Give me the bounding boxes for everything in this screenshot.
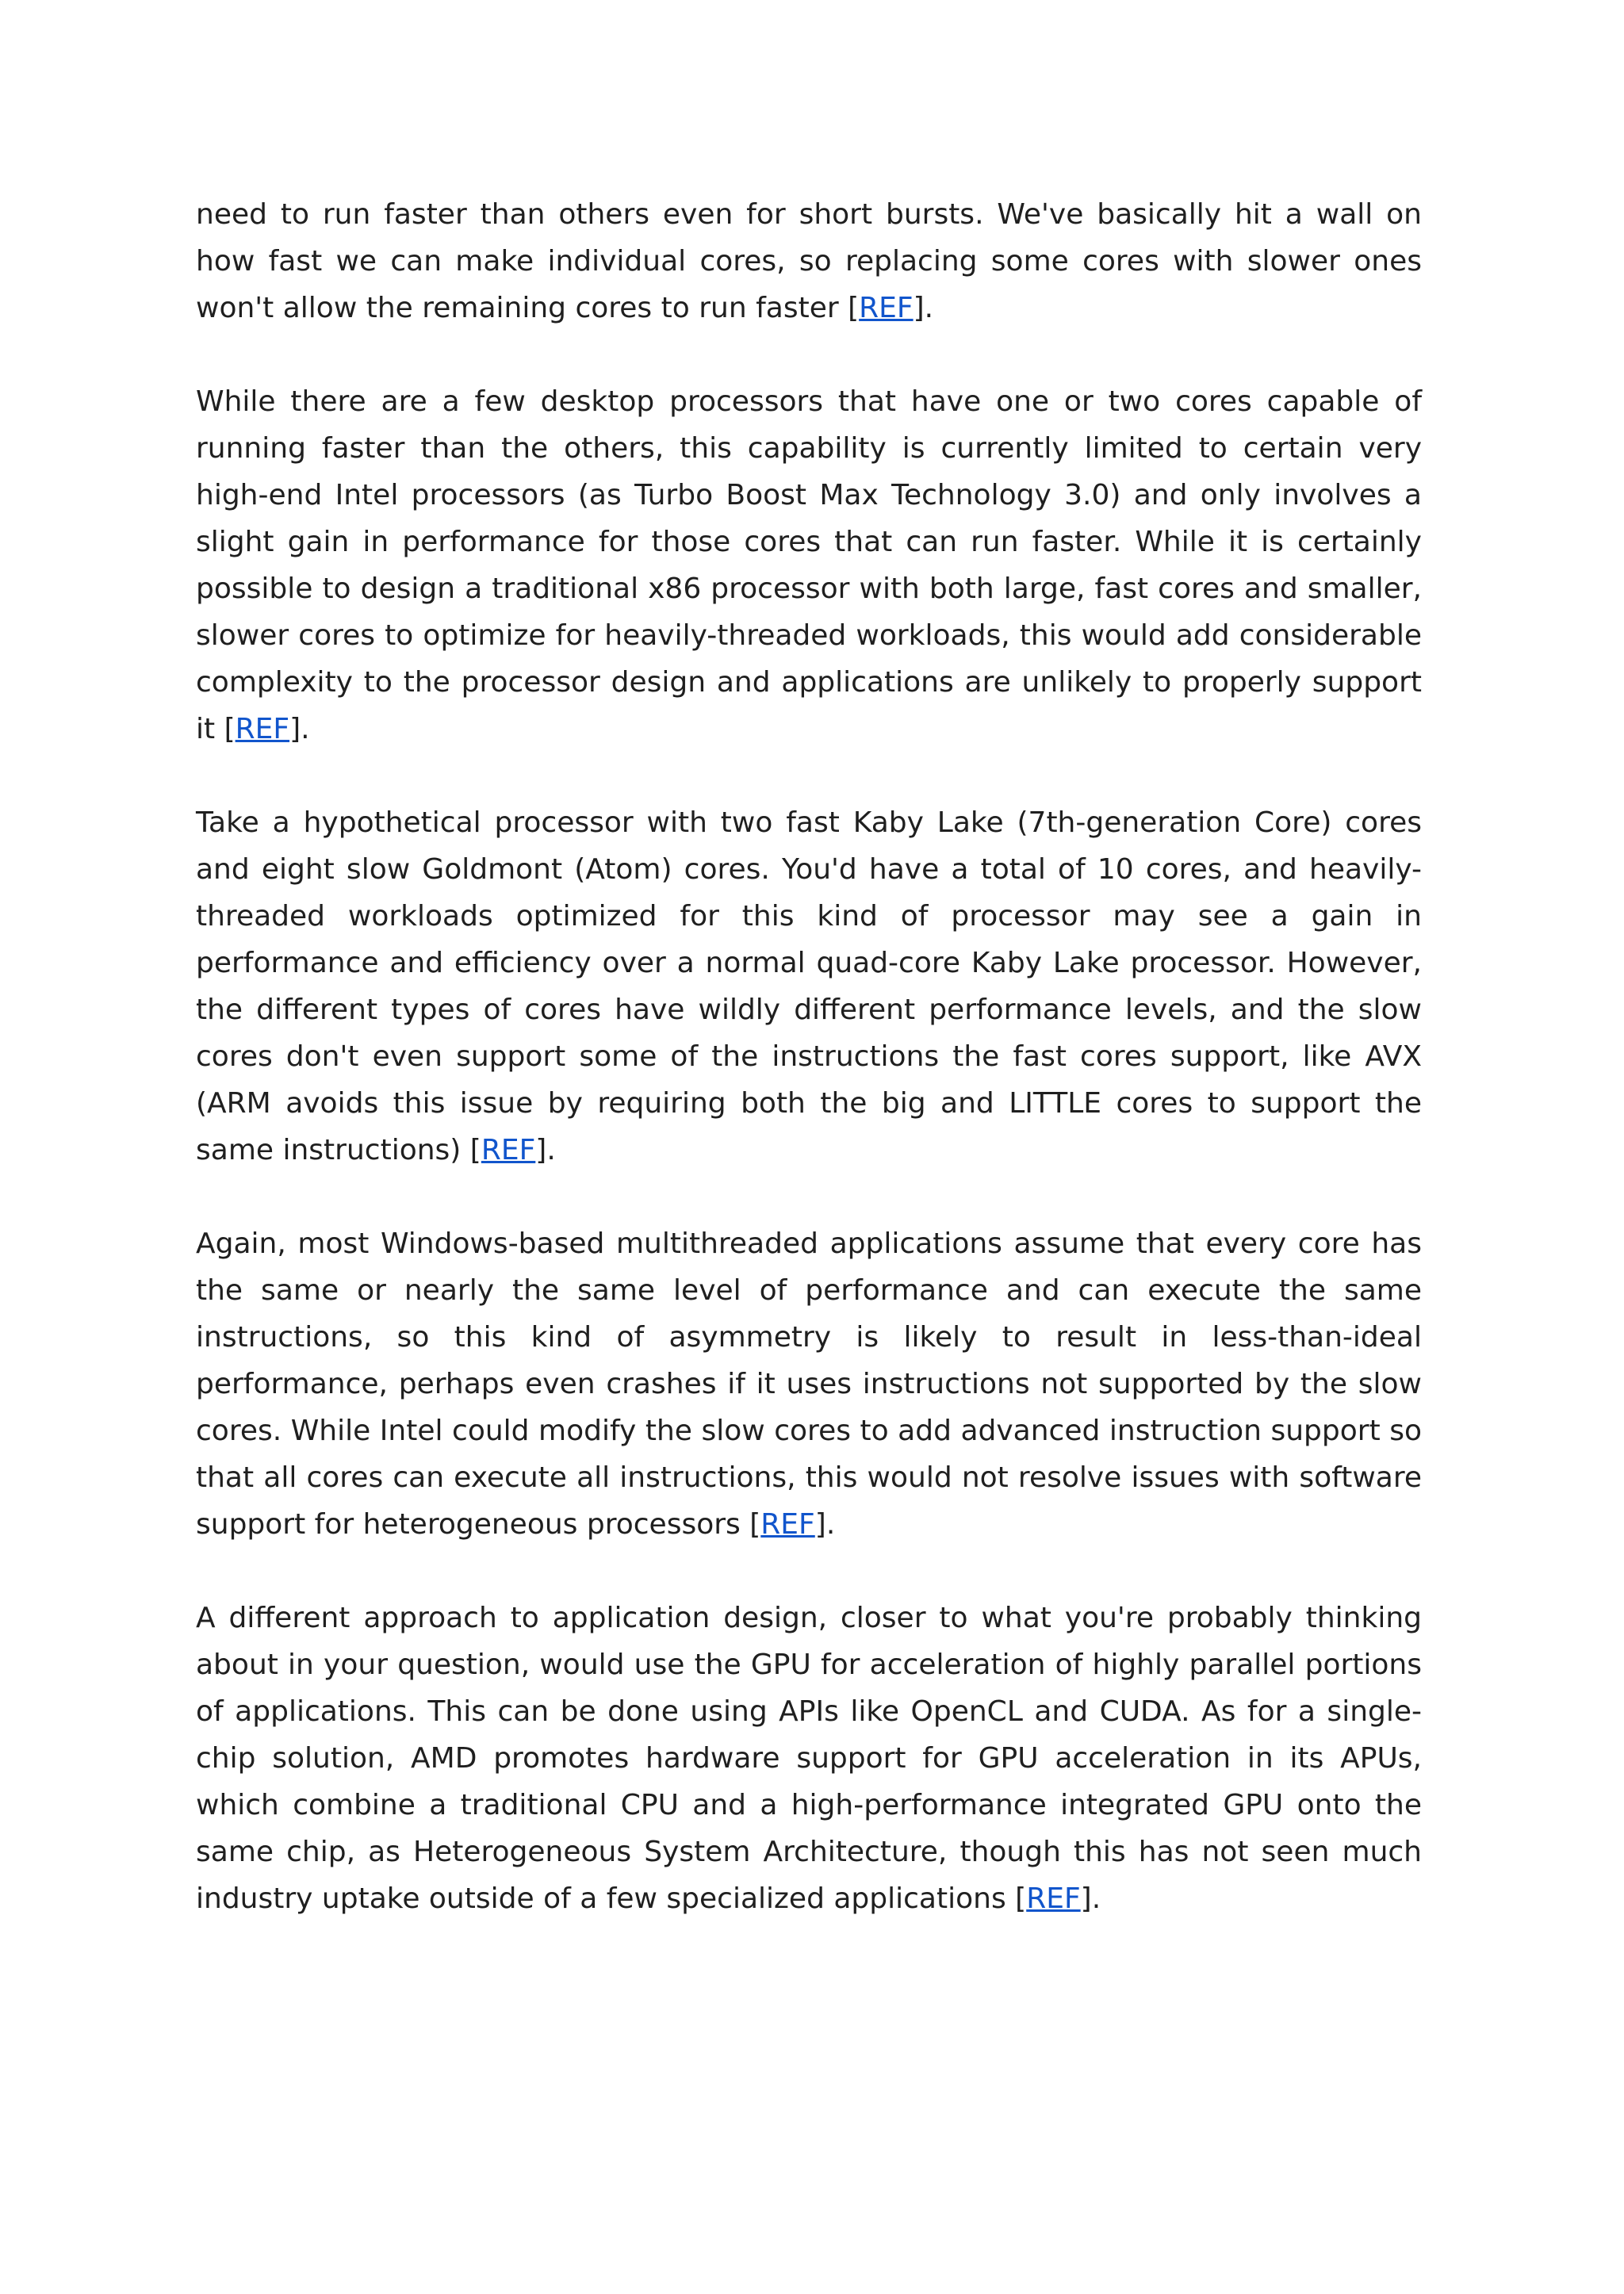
paragraph-text: Take a hypothetical processor with two fast Kaby Lake (7th-generation Core) cores and eight slow Goldmont (Atom) cores. You'd have a total of 10 cores, and heavily-threaded workloads optimized for this kind of processor may see a gain in performance and efficiency over a normal quad-core Kaby Lake processor. However, the different types of cores have wildly different performance levels, and the slow cores don't even support some of the instructions the fast cores support, like AVX (ARM avoids this issue by requiring both the big and LITTLE cores to support the same instructions) <box>196 806 1422 1166</box>
paragraph-1: need to run faster than others even for short bursts. We've basically hit a wall on how fast we can make individual cores, so replacing some cores with slower ones won't allow the remaining cores to run faster [REF]. <box>196 198 1422 324</box>
paragraph-2: While there are a few desktop processors that have one or two cores capable of running faster than the others, this capability is currently limited to certain very high-end Intel processors (as Turbo Boost Max Technology 3.0) and only involves a slight gain in performance for those cores that can run faster. While it is certainly possible to design a traditional x86 processor with both large, fast cores and smaller, slower cores to optimize for heavily-threaded workloads, this would add considerable complexity to the processor design and applications are unlikely to properly support it [REF]. <box>196 385 1422 745</box>
paragraph-end: . <box>1091 1882 1101 1915</box>
paragraph-text: A different approach to application design, closer to what you're probably thinking about in your question, would use the GPU for acceleration of highly parallel portions of applications. This can be done using APIs like OpenCL and CUDA. As for a single-chip solution, AMD promotes hardware support for GPU acceleration in its APUs, which combine a traditional CPU and a high-performance integrated GPU onto the same chip, as Heterogeneous System Architecture, though this has not seen much industry uptake outside of a few specialized applications <box>196 1602 1422 1915</box>
ref-link[interactable]: REF <box>1026 1882 1081 1915</box>
paragraph-text: need to run faster than others even for short bursts. We've basically hit a wall on how fast we can make individual cores, so replacing some cores with slower ones won't allow the remaining cores to run faster <box>196 198 1422 324</box>
paragraph-4: Again, most Windows-based multithreaded applications assume that every core has the same or nearly the same level of performance and can execute the same instructions, so this kind of asymmetry is likely to result in less-than-ideal performance, perhaps even crashes if it uses instructions not supported by the slow cores. While Intel could modify the slow cores to add advanced instruction support so that all cores can execute all instructions, this would not resolve issues with software support for heterogeneous processors [REF]. <box>196 1227 1422 1541</box>
paragraph-3: Take a hypothetical processor with two fast Kaby Lake (7th-generation Core) cores and eight slow Goldmont (Atom) cores. You'd have a total of 10 cores, and heavily-threaded workloads optimized for this kind of processor may see a gain in performance and efficiency over a normal quad-core Kaby Lake processor. However, the different types of cores have wildly different performance levels, and the slow cores don't even support some of the instructions the fast cores support, like AVX (ARM avoids this issue by requiring both the big and LITTLE cores to support the same instructions) [REF]. <box>196 806 1422 1166</box>
paragraph-end: . <box>546 1134 556 1166</box>
document-body <box>196 191 1422 1969</box>
ref-link[interactable]: REF <box>481 1134 536 1166</box>
ref-link[interactable]: REF <box>235 713 290 745</box>
ref-link[interactable]: REF <box>760 1508 815 1541</box>
ref-link[interactable]: REF <box>859 292 914 324</box>
paragraph-end: . <box>924 292 934 324</box>
paragraph-end: . <box>825 1508 836 1541</box>
paragraph-text: While there are a few desktop processors that have one or two cores capable of running faster than the others, this capability is currently limited to certain very high-end Intel processors (as Turbo Boost Max Technology 3.0) and only involves a slight gain in performance for those cores that can run faster. While it is certainly possible to design a traditional x86 processor with both large, fast cores and smaller, slower cores to optimize for heavily-threaded workloads, this would add considerable complexity to the processor design and applications are unlikely to properly support it <box>196 385 1422 745</box>
paragraph-end: . <box>301 713 310 745</box>
paragraph-5: A different approach to application design, closer to what you're probably thinking about in your question, would use the GPU for acceleration of highly parallel portions of applications. This can be done using APIs like OpenCL and CUDA. As for a single-chip solution, AMD promotes hardware support for GPU acceleration in its APUs, which combine a traditional CPU and a high-performance integrated GPU onto the same chip, as Heterogeneous System Architecture, though this has not seen much industry uptake outside of a few specialized applications [REF]. <box>196 1602 1422 1915</box>
paragraph-text: Again, most Windows-based multithreaded applications assume that every core has the same or nearly the same level of performance and can execute the same instructions, so this kind of asymmetry is likely to result in less-than-ideal performance, perhaps even crashes if it uses instructions not supported by the slow cores. While Intel could modify the slow cores to add advanced instruction support so that all cores can execute all instructions, this would not resolve issues with software support for heterogeneous processors <box>196 1227 1422 1541</box>
